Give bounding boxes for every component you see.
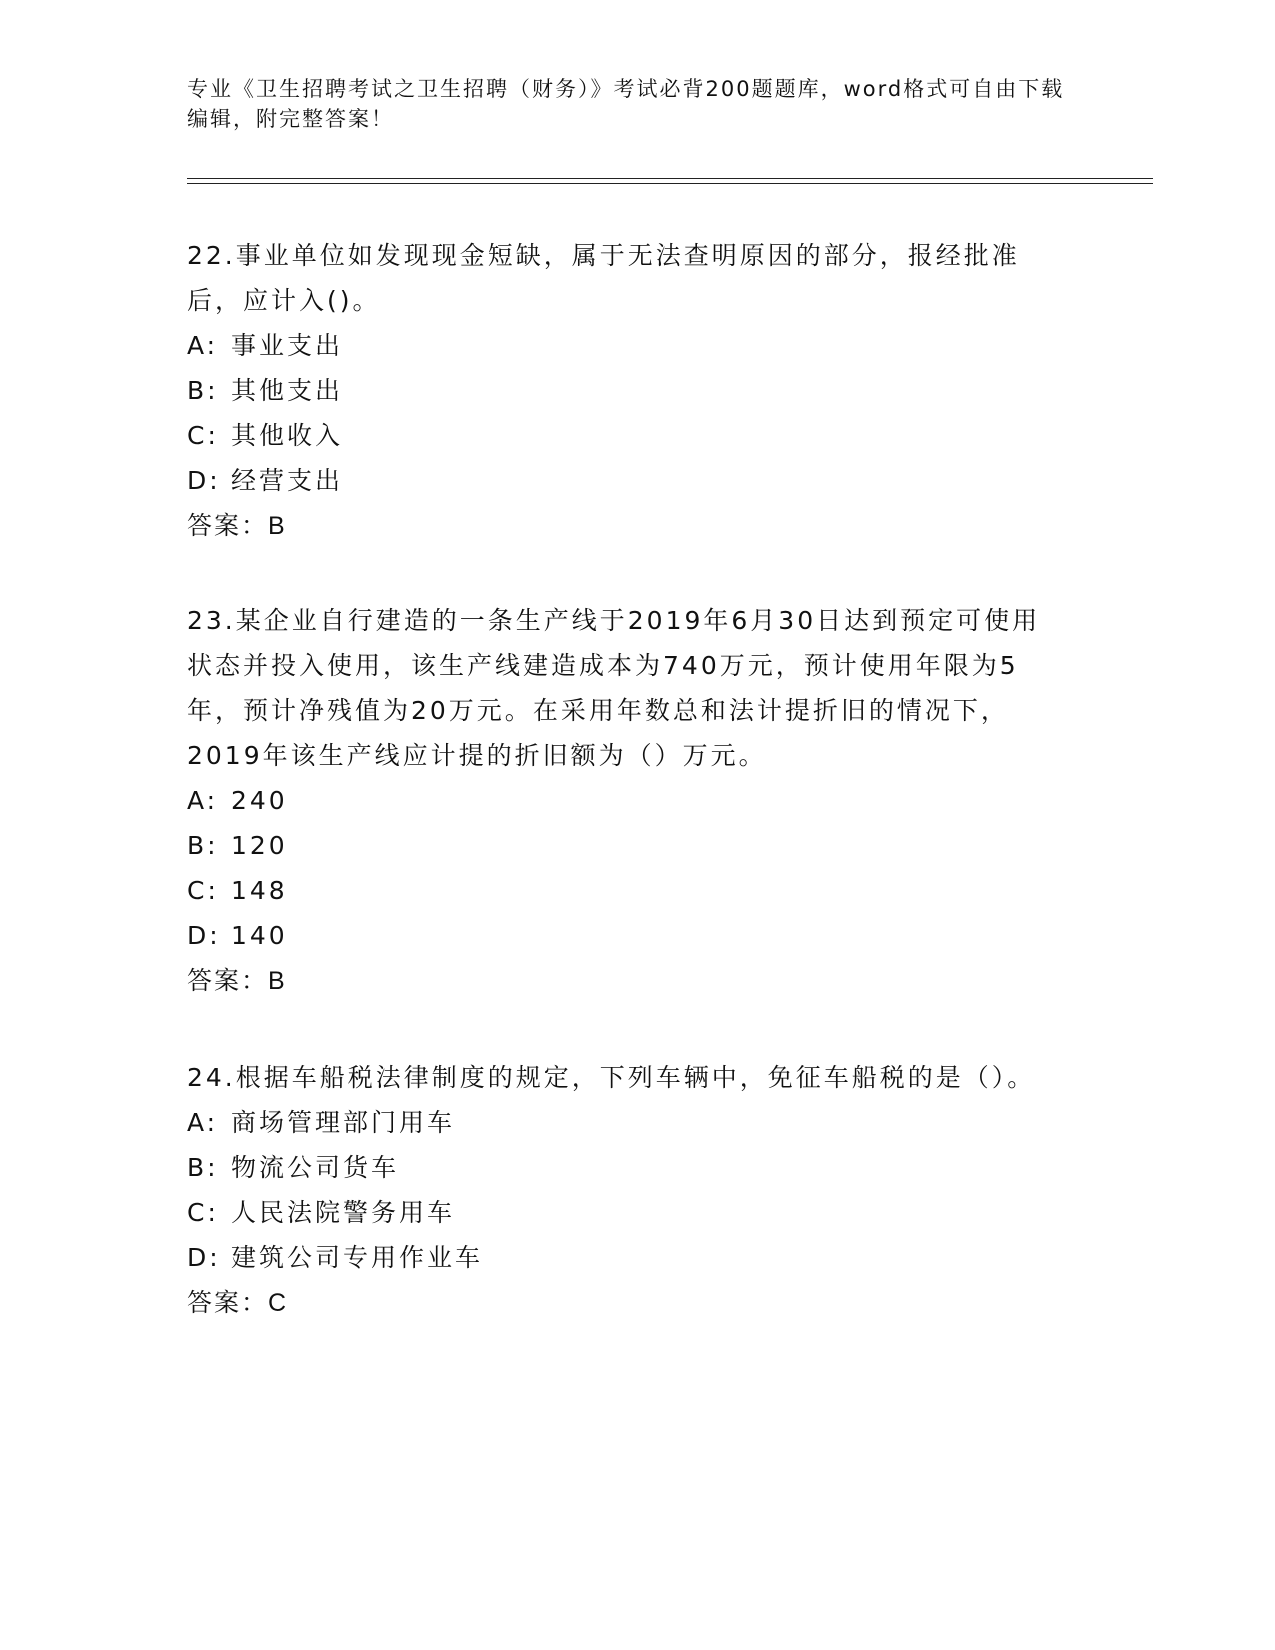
option-a (187, 323, 1067, 368)
question-24 (187, 1055, 1067, 1326)
option-a (187, 778, 1067, 823)
document-header: 专业《卫生招聘考试之卫生招聘（财务）》考试必背200题题库，word格式可自由下载编辑，附完整答案！ (187, 77, 1065, 131)
option-letter: B: (187, 831, 219, 860)
option-text: 148 (231, 876, 288, 905)
option-text: 事业支出 (231, 331, 344, 360)
option-letter: C: (187, 876, 219, 905)
option-letter: D: (187, 1243, 221, 1272)
option-letter: A: (187, 1108, 219, 1137)
option-text: 商场管理部门用车 (231, 1108, 456, 1137)
answer-line: 答案：B (187, 967, 287, 995)
option-c (187, 413, 1067, 458)
question-text: 22.事业单位如发现现金短缺，属于无法查明原因的部分，报经批准后，应计入()。 (187, 241, 1020, 315)
question-text: 23.某企业自行建造的一条生产线于2019年6月30日达到预定可使用状态并投入使用，该生产线建造成本为740万元，预计使用年限为5年，预计净残值为20万元。在采用年数总和法计提折旧的情况下，2019年该生产线应计提的折旧额为（）万元。 (187, 606, 1041, 770)
option-letter: C: (187, 421, 219, 450)
header-divider-top (187, 178, 1153, 179)
answer-line: 答案：B (187, 512, 287, 540)
question-23 (187, 598, 1067, 1004)
option-letter: A: (187, 331, 219, 360)
option-text: 人民法院警务用车 (231, 1198, 456, 1227)
question-text: 24.根据车船税法律制度的规定，下列车辆中，免征车船税的是（）。 (187, 1063, 1036, 1092)
option-letter: D: (187, 466, 221, 495)
option-text: 120 (231, 831, 288, 860)
option-d (187, 458, 1067, 503)
option-b (187, 823, 1067, 868)
option-text: 其他支出 (231, 376, 344, 405)
question-22 (187, 233, 1067, 549)
option-c (187, 1190, 1067, 1235)
answer-line: 答案：C (187, 1289, 289, 1317)
option-letter: D: (187, 921, 221, 950)
option-d (187, 913, 1067, 958)
option-a (187, 1100, 1067, 1145)
option-b (187, 1145, 1067, 1190)
option-d (187, 1235, 1067, 1280)
header-divider-bottom (187, 183, 1153, 184)
option-letter: C: (187, 1198, 219, 1227)
option-text: 其他收入 (231, 421, 344, 450)
option-b (187, 368, 1067, 413)
option-letter: B: (187, 1153, 219, 1182)
option-text: 240 (231, 786, 288, 815)
option-text: 物流公司货车 (231, 1153, 400, 1182)
option-text: 建筑公司专用作业车 (231, 1243, 484, 1272)
option-c (187, 868, 1067, 913)
option-letter: B: (187, 376, 219, 405)
option-letter: A: (187, 786, 219, 815)
option-text: 140 (231, 921, 288, 950)
option-text: 经营支出 (231, 466, 344, 495)
